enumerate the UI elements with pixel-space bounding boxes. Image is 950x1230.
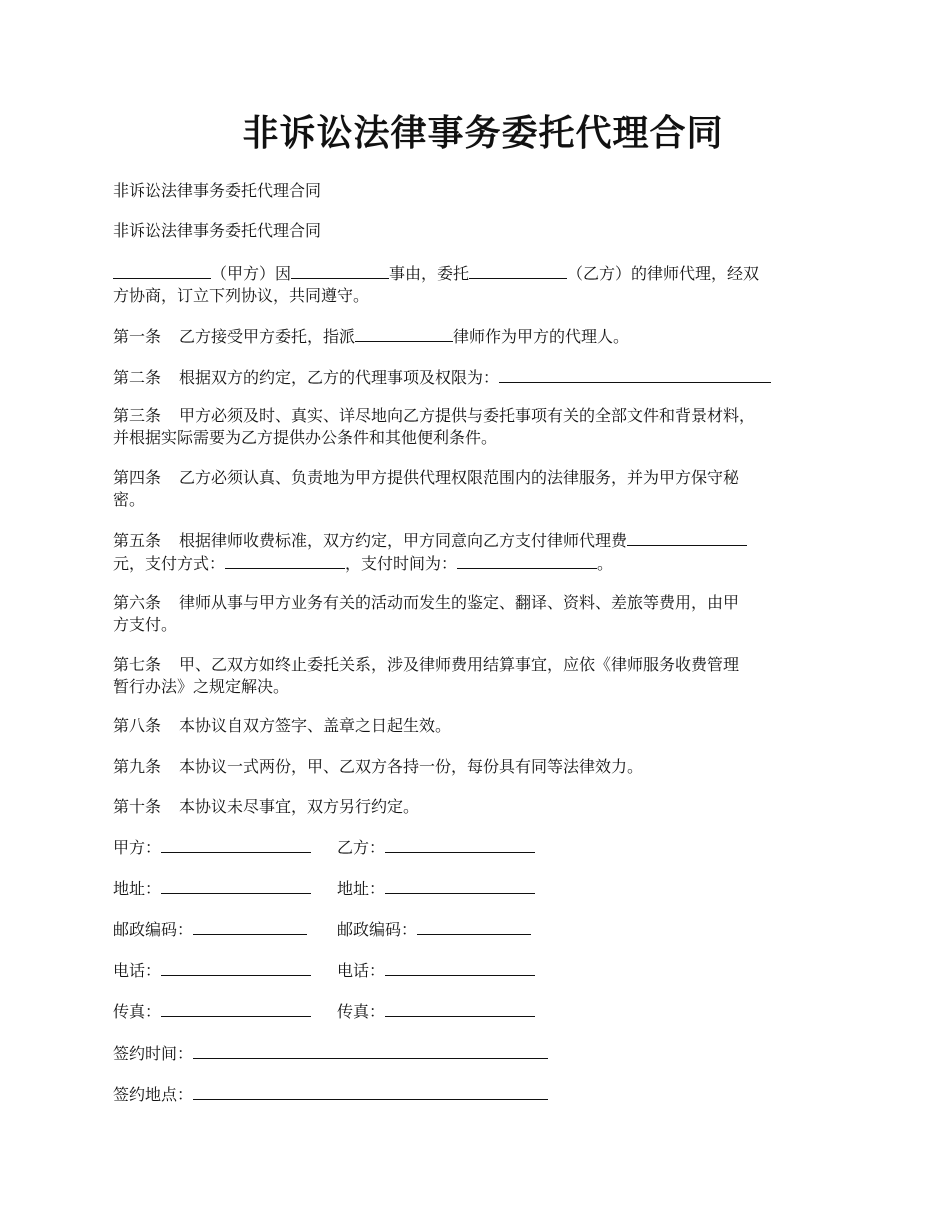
article-text: 甲方必须及时、真实、详尽地向乙方提供与委托事项有关的全部文件和背景材料， [179, 406, 756, 425]
signature-field[interactable] [193, 918, 307, 935]
article-text: 暂行办法》之规定解决。 [113, 677, 290, 696]
signature-row-postcode [113, 918, 853, 940]
signature-field[interactable] [417, 918, 531, 935]
signature-label: 邮政编码： [113, 920, 194, 939]
article-10 [113, 796, 853, 818]
article-label: 第三条 [113, 406, 162, 425]
article-label: 第七条 [113, 655, 162, 674]
intro-text: （甲方）因 [211, 264, 292, 283]
signature-label: 签约时间： [113, 1044, 194, 1063]
signature-label: 邮政编码： [337, 920, 418, 939]
article-text: 根据双方的约定，乙方的代理事项及权限为： [179, 368, 500, 387]
blank-field[interactable] [627, 529, 747, 546]
signature-field[interactable] [193, 1042, 548, 1059]
signature-field[interactable] [385, 959, 535, 976]
article-5 [113, 529, 853, 575]
article-1 [113, 325, 853, 348]
signature-field[interactable] [161, 1000, 311, 1017]
intro-text: 方协商，订立下列协议，共同遵守。 [113, 286, 370, 305]
article-text: 乙方必须认真、负责地为甲方提供代理权限范围内的法律服务，并为甲方保守秘 [179, 468, 740, 487]
signature-row-fax [113, 1000, 853, 1022]
document-title: 非诉讼法律事务委托代理合同 [242, 112, 724, 154]
subtitle-line-2: 非诉讼法律事务委托代理合同 [113, 221, 322, 240]
article-label: 第九条 [113, 757, 162, 776]
article-label: 第一条 [113, 327, 162, 346]
signature-field[interactable] [161, 877, 311, 894]
article-4 [113, 467, 853, 511]
article-label: 第八条 [113, 716, 162, 735]
intro-text: （乙方）的律师代理，经双 [567, 264, 760, 283]
signature-row-time [113, 1042, 853, 1064]
signature-label: 电话： [337, 961, 386, 980]
article-text: 并根据实际需要为乙方提供办公条件和其他便利条件。 [113, 428, 498, 447]
article-text: ，支付时间为： [345, 554, 458, 573]
article-text: 律师从事与甲方业务有关的活动而发生的鉴定、翻译、资料、差旅等费用，由甲 [179, 593, 740, 612]
article-text: 本协议未尽事宜，双方另行约定。 [179, 797, 420, 816]
signature-label: 签约地点： [113, 1085, 194, 1104]
article-label: 第五条 [113, 531, 162, 550]
article-text: 。 [597, 554, 614, 573]
article-7 [113, 654, 853, 698]
intro-paragraph [113, 262, 853, 307]
article-text: 方支付。 [113, 615, 178, 634]
article-label: 第四条 [113, 468, 162, 487]
article-9 [113, 756, 853, 778]
signature-label: 甲方： [113, 838, 162, 857]
signature-label: 传真： [337, 1002, 386, 1021]
signature-label: 乙方： [337, 838, 386, 857]
signature-row-address [113, 877, 853, 899]
blank-field[interactable] [225, 552, 345, 569]
article-label: 第二条 [113, 368, 162, 387]
signature-field[interactable] [385, 836, 535, 853]
signature-row-party [113, 836, 853, 858]
article-text: 乙方接受甲方委托，指派 [179, 327, 356, 346]
signature-field[interactable] [161, 959, 311, 976]
article-text: 本协议自双方签字、盖章之日起生效。 [179, 716, 452, 735]
article-text: 根据律师收费标准，双方约定，甲方同意向乙方支付律师代理费 [179, 531, 628, 550]
blank-field[interactable] [355, 325, 453, 342]
signature-row-place [113, 1083, 853, 1105]
article-label: 第十条 [113, 797, 162, 816]
signature-label: 地址： [113, 879, 162, 898]
article-label: 第六条 [113, 593, 162, 612]
signature-field[interactable] [193, 1083, 548, 1100]
intro-text: 事由，委托 [389, 264, 470, 283]
signature-label: 地址： [337, 879, 386, 898]
blank-field[interactable] [113, 262, 211, 279]
blank-field[interactable] [291, 262, 389, 279]
signature-field[interactable] [385, 1000, 535, 1017]
article-text: 元，支付方式： [113, 554, 226, 573]
article-text: 甲、乙双方如终止委托关系，涉及律师费用结算事宜，应依《律师服务收费管理 [179, 655, 740, 674]
article-text: 本协议一式两份，甲、乙双方各持一份，每份具有同等法律效力。 [179, 757, 644, 776]
article-2 [113, 366, 853, 389]
article-6 [113, 592, 853, 636]
subtitle-line-1: 非诉讼法律事务委托代理合同 [113, 181, 322, 200]
blank-field[interactable] [499, 366, 771, 383]
signature-label: 传真： [113, 1002, 162, 1021]
article-3 [113, 405, 853, 449]
article-text: 律师作为甲方的代理人。 [453, 327, 630, 346]
article-8 [113, 715, 853, 737]
signature-field[interactable] [385, 877, 535, 894]
signature-field[interactable] [161, 836, 311, 853]
signature-row-phone [113, 959, 853, 981]
blank-field[interactable] [469, 262, 567, 279]
blank-field[interactable] [457, 552, 597, 569]
article-text: 密。 [113, 490, 146, 509]
signature-label: 电话： [113, 961, 162, 980]
